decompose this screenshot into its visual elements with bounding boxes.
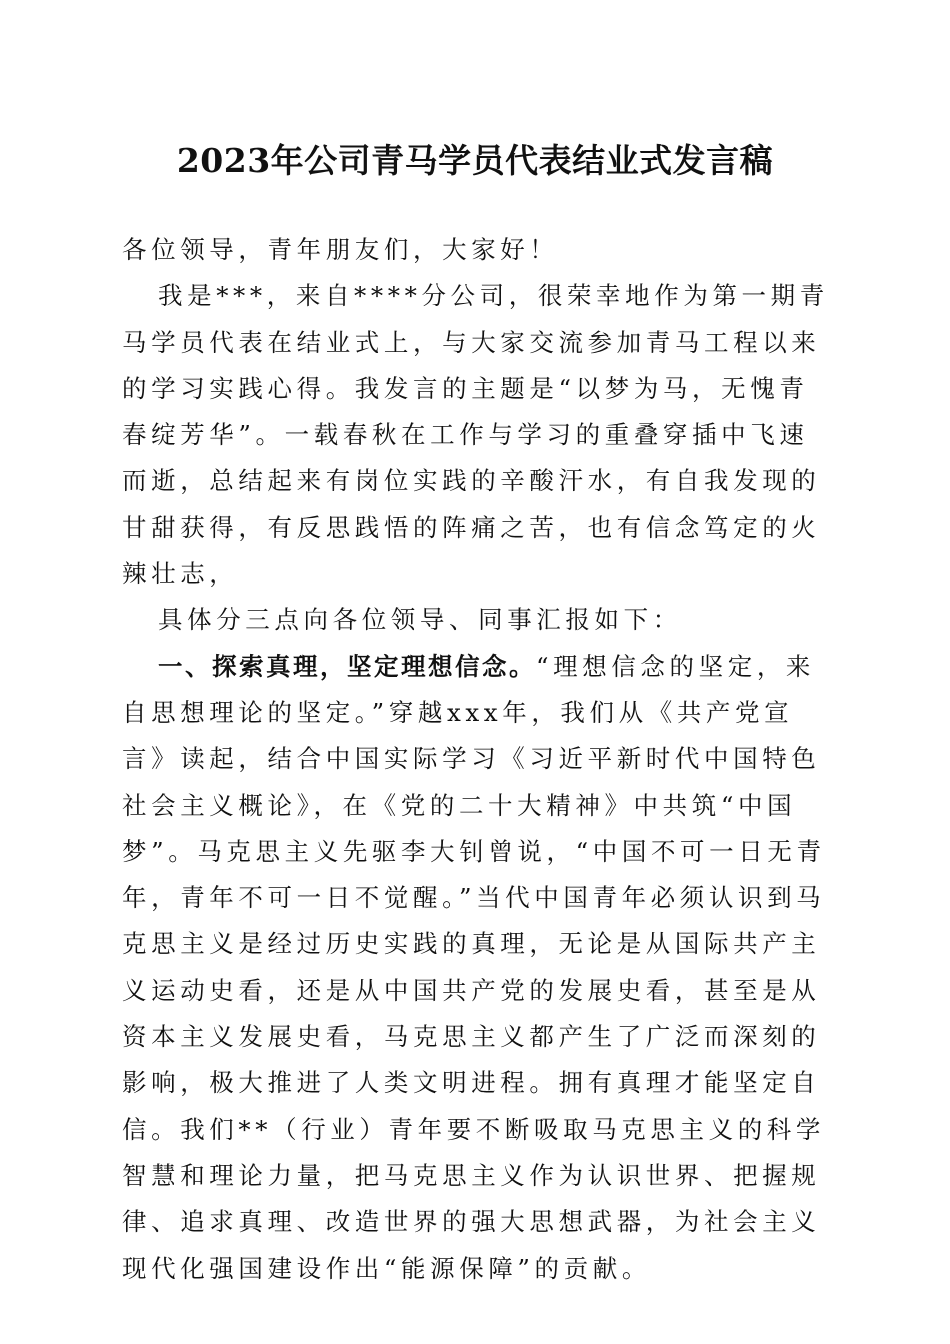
section-one-text: “理想信念的坚定，来自思想理论的坚定。”穿越xxx年，我们从《共产党宣言》读起，结合中国实际学习《习近平新时代中国特色社会主义概论》，在《党的二十大精神》中共筑“中国梦”。马克思主义先驱李大钊曾说，“中国不可一日无青年，青年不可一日不觉醒。”当代中国青年必须认识到马克思主义是经过历史实践的真理，无论是从国际共产主义运动史看，还是从中国共产党的发展史看，甚至是从资本主义发展史看，马克思主义都产生了广泛而深刻的影响，极大推进了人类文明进程。拥有真理才能坚定自信。我们**（行业）青年要不断吸取马克思主义的科学智慧和理论力量，把马克思主义作为认识世界、把握规律、追求真理、改造世界的强大思想武器，为社会主义现代化强国建设作出“能源保障”的贡献。: [122, 651, 826, 1283]
section-one-heading: 一、探索真理，坚定理想信念。: [158, 651, 536, 681]
document-body: [122, 227, 834, 1292]
section-one-paragraph: [122, 644, 834, 1292]
intro-paragraph: 我是***，来自****分公司，很荣幸地作为第一期青马学员代表在结业式上，与大家交流参加青马工程以来的学习实践心得。我发言的主题是“以梦为马，无愧青春绽芳华”。一载春秋在工作与学习的重叠穿插中飞速而逝，总结起来有岗位实践的辛酸汗水，有自我发现的甘甜获得，有反思践悟的阵痛之苦，也有信念笃定的火辣壮志，: [122, 281, 829, 589]
greeting-paragraph: 各位领导，青年朋友们，大家好！: [122, 235, 559, 264]
document-title: 2023年公司青马学员代表结业式发言稿: [176, 141, 774, 180]
outline-paragraph: 具体分三点向各位领导、同事汇报如下：: [158, 605, 682, 635]
